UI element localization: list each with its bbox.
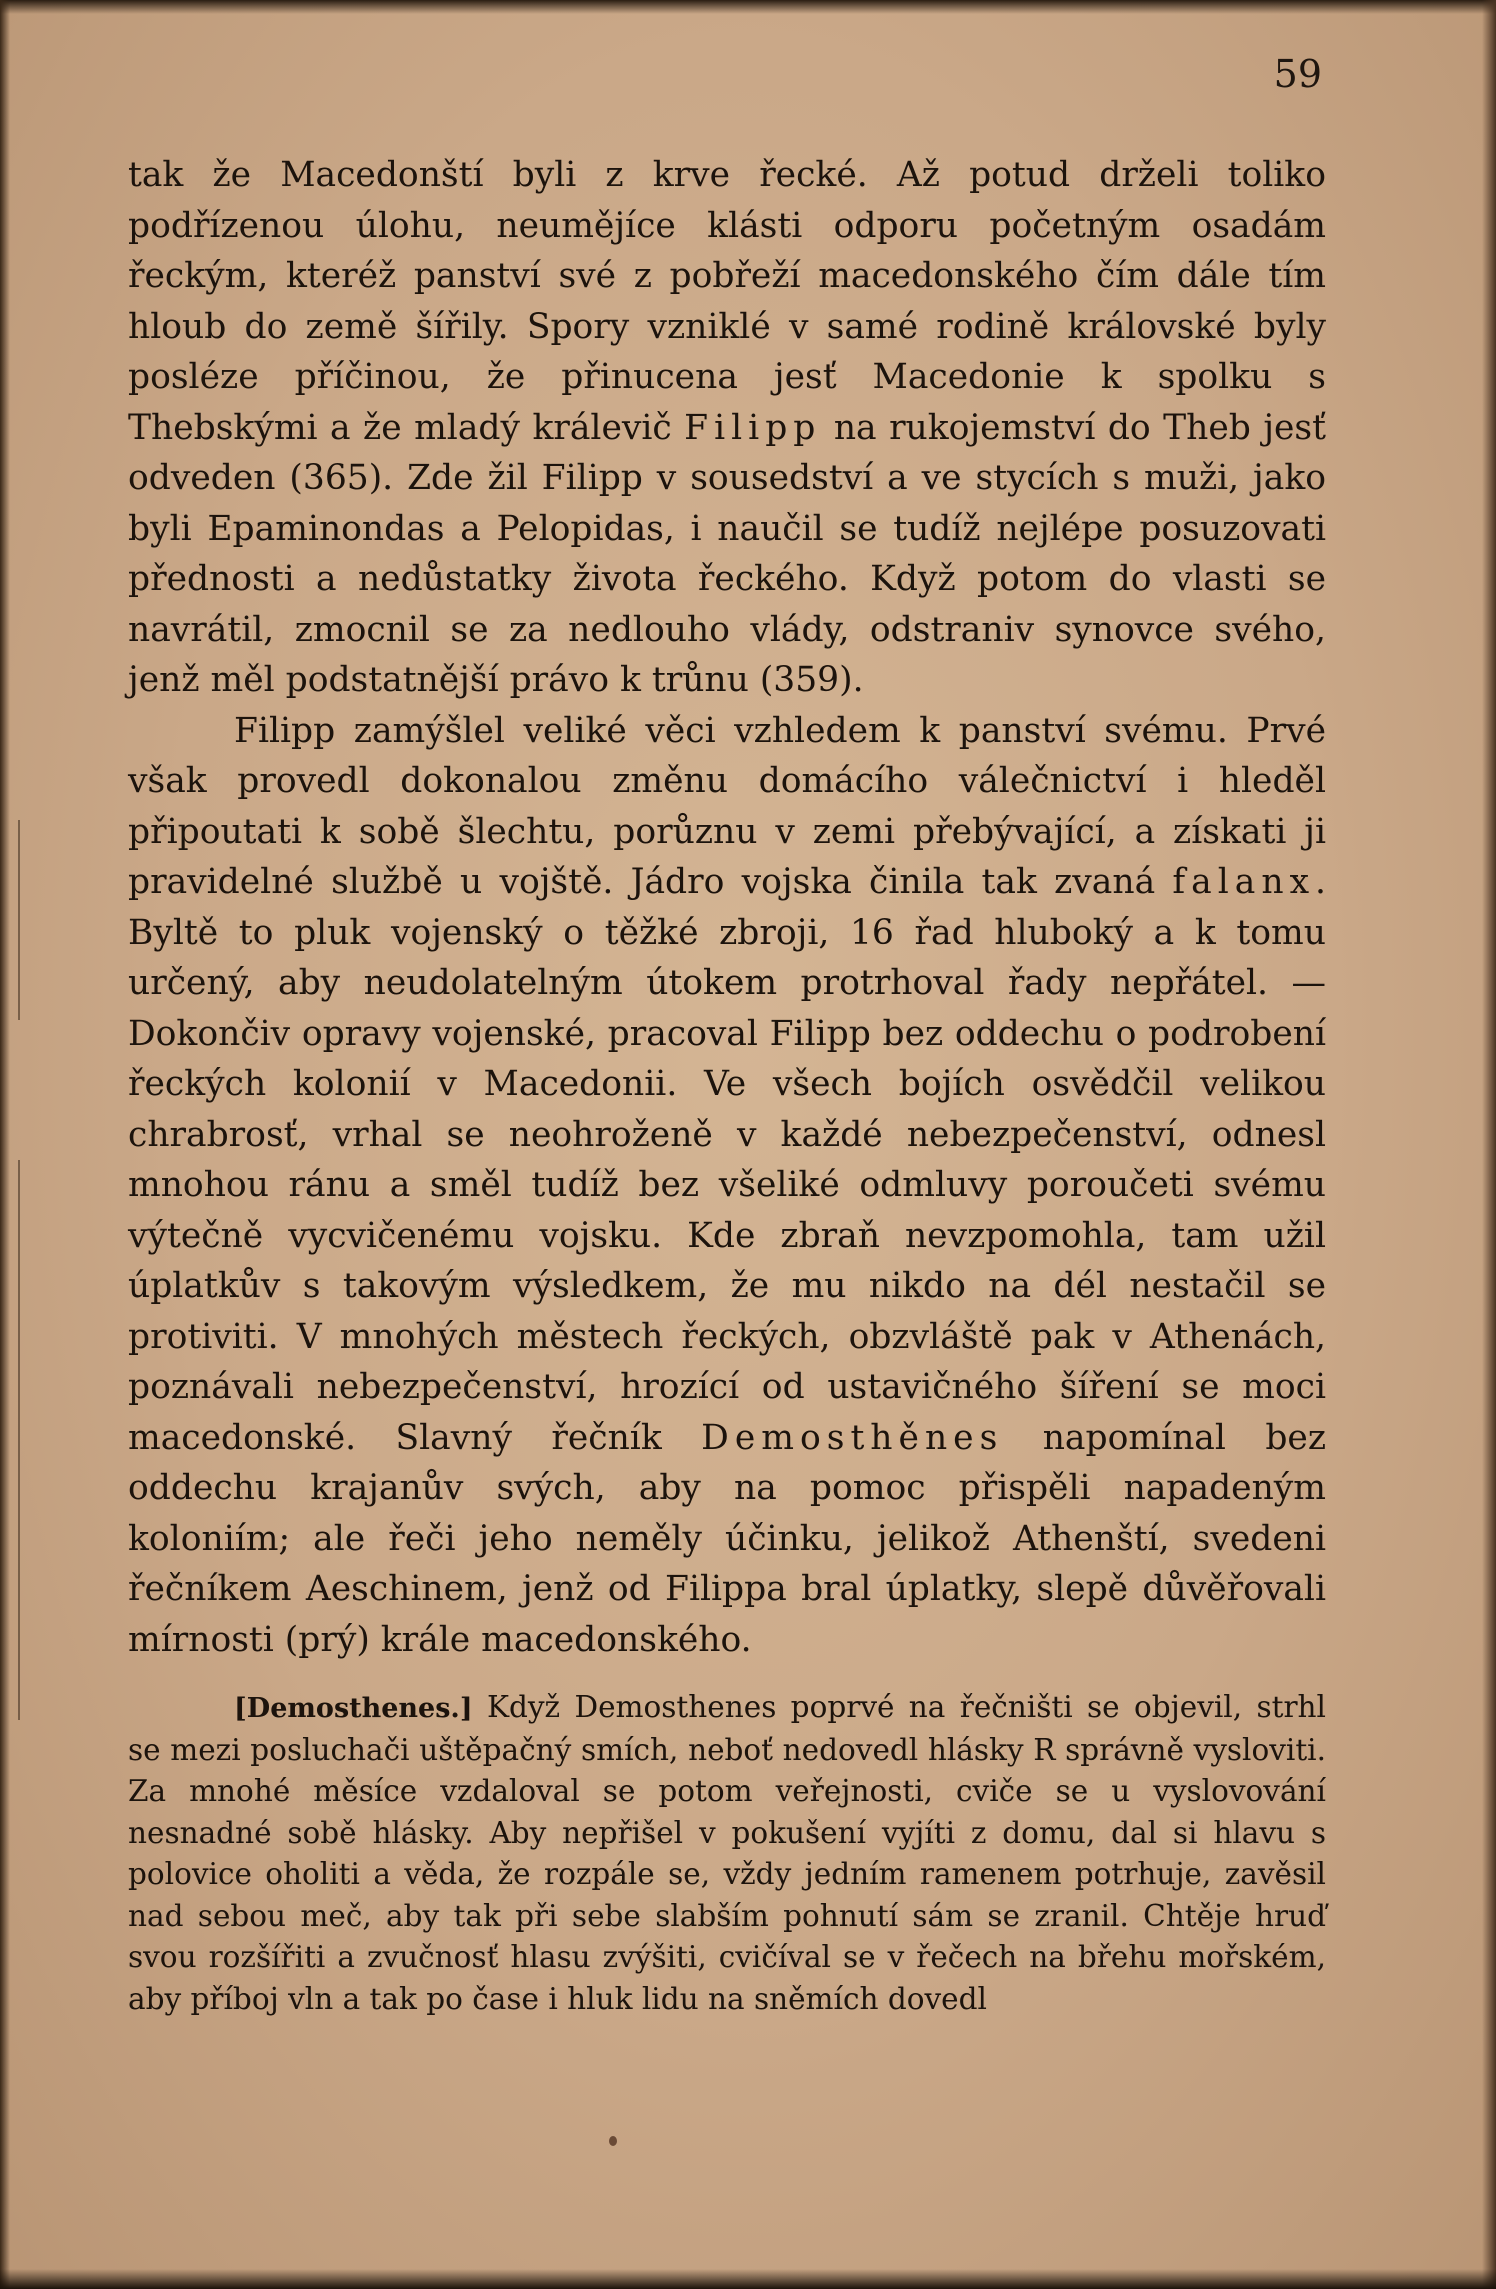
- spaced-name-demosthenes: Demosthěnes: [701, 1417, 1004, 1458]
- paragraph-2: [128, 706, 1326, 1666]
- ink-speck: [609, 2136, 617, 2146]
- spaced-name-filipp: Filipp: [684, 407, 822, 448]
- text-block: [128, 150, 1326, 2020]
- note-text: Když Demosthenes poprvé na řečništi se objevil, strhl se mezi posluchači uštěpačný smích, neboť nedovedl hlásky R správně vysloviti. Za mnohé měsíce vzdaloval se potom veřejnosti, cviče se u vyslovování nesnadné sobě hlásky. Aby nepřišel v pokušení vyjíti z domu, dal si hlavu s polovice oholiti a věda, že rozpále se, vždy jedním ramenem potrhuje, zavěsil nad sebou meč, aby tak při sebe slabším pohnutí sám se zranil. Chtěje hruď svou rozšířiti a zvučnosť hlasu zvýšiti, cvičíval se v řečech na břehu mořském, aby příboj vln a tak po čase i hluk lidu na sněmích dovedl: [128, 1690, 1326, 2016]
- paragraph-text: tak že Macedonští byli z krve řecké. Až potud drželi toliko podřízenou úlohu, neumějíce klásti odporu početným osadám řeckým, kteréž panství své z pobřeží macedonského čím dále tím hloub do země šířily. Spory vzniklé v samé rodině královské byly posléze příčinou, že přinucena jesť Macedonie k spolku s Thebskými a že mladý králevič: [128, 155, 1326, 448]
- page-number: 59: [1273, 52, 1322, 96]
- paragraph-text: napomínal bez oddechu krajanův svých, aby na pomoc přispěli napadeným koloniím; ale řeči jeho neměly účinku, jelikož Athenští, svedeni řečníkem Aeschinem, jenž od Filippa bral úplatky, slepě důvěřovali mírnosti (prý) krále macedonského.: [128, 1417, 1327, 1660]
- paragraph-text: Filipp zamýšlel veliké věci vzhledem k panství svému. Prvé však provedl dokonalou změnu domácího válečnictví i hleděl připoutati k sobě šlechtu, porůznu v zemi přebývající, a získati ji pravidelné službě u vojště. Jádro vojska činila tak zvaná: [128, 710, 1326, 902]
- note-label: [Demosthenes.]: [234, 1693, 473, 1724]
- paragraph-1: [128, 150, 1326, 706]
- spaced-term-falanx: falanx: [1172, 862, 1316, 902]
- margin-mark: [18, 820, 20, 1020]
- paragraph-text: . Byltě to pluk vojenský o těžké zbroji, 16 řad hluboký a k tomu určený, aby neudolatelným útokem protrhoval řady nepřátel. — Dokončiv opravy vojenské, pracoval Filipp bez oddechu o podrobení řeckých kolonií v Macedonii. Ve všech bojích osvědčil velikou chrabrosť, vrhal se neohroženě v každé nebezpečenství, odnesl mnohou ránu a směl tudíž bez všeliké odmluvy poroučeti svému výtečně vycvičenému vojsku. Kde zbraň nevzpomohla, tam užil úplatkův s takovým výsledkem, že mu nikdo na dél nestačil se protiviti. V mnohých městech řeckých, obzvláště pak v Athenách, poznávali nebezpečenství, hrozící od ustavičného šíření se moci macedonské. Slavný řečník: [128, 862, 1326, 1458]
- page-left-shadow: [0, 0, 10, 2289]
- page-top-shadow: [0, 0, 1496, 14]
- margin-mark: [18, 1160, 20, 1720]
- footnote-paragraph: [128, 1687, 1326, 2020]
- page-right-shadow: [1482, 0, 1496, 2289]
- page-bottom-shadow: [0, 2269, 1496, 2289]
- paragraph-text: na rukojemství do Theb jesť odveden (365). Zde žil Filipp v sousedství a ve stycích s muži, jako byli Epaminondas a Pelopidas, i naučil se tudíž nejlépe posuzovati přednosti a nedůstatky života řeckého. Když potom do vlasti se navrátil, zmocnil se za nedlouho vlády, odstraniv synovce svého, jenž měl podstatnější právo k trůnu (359).: [128, 407, 1326, 700]
